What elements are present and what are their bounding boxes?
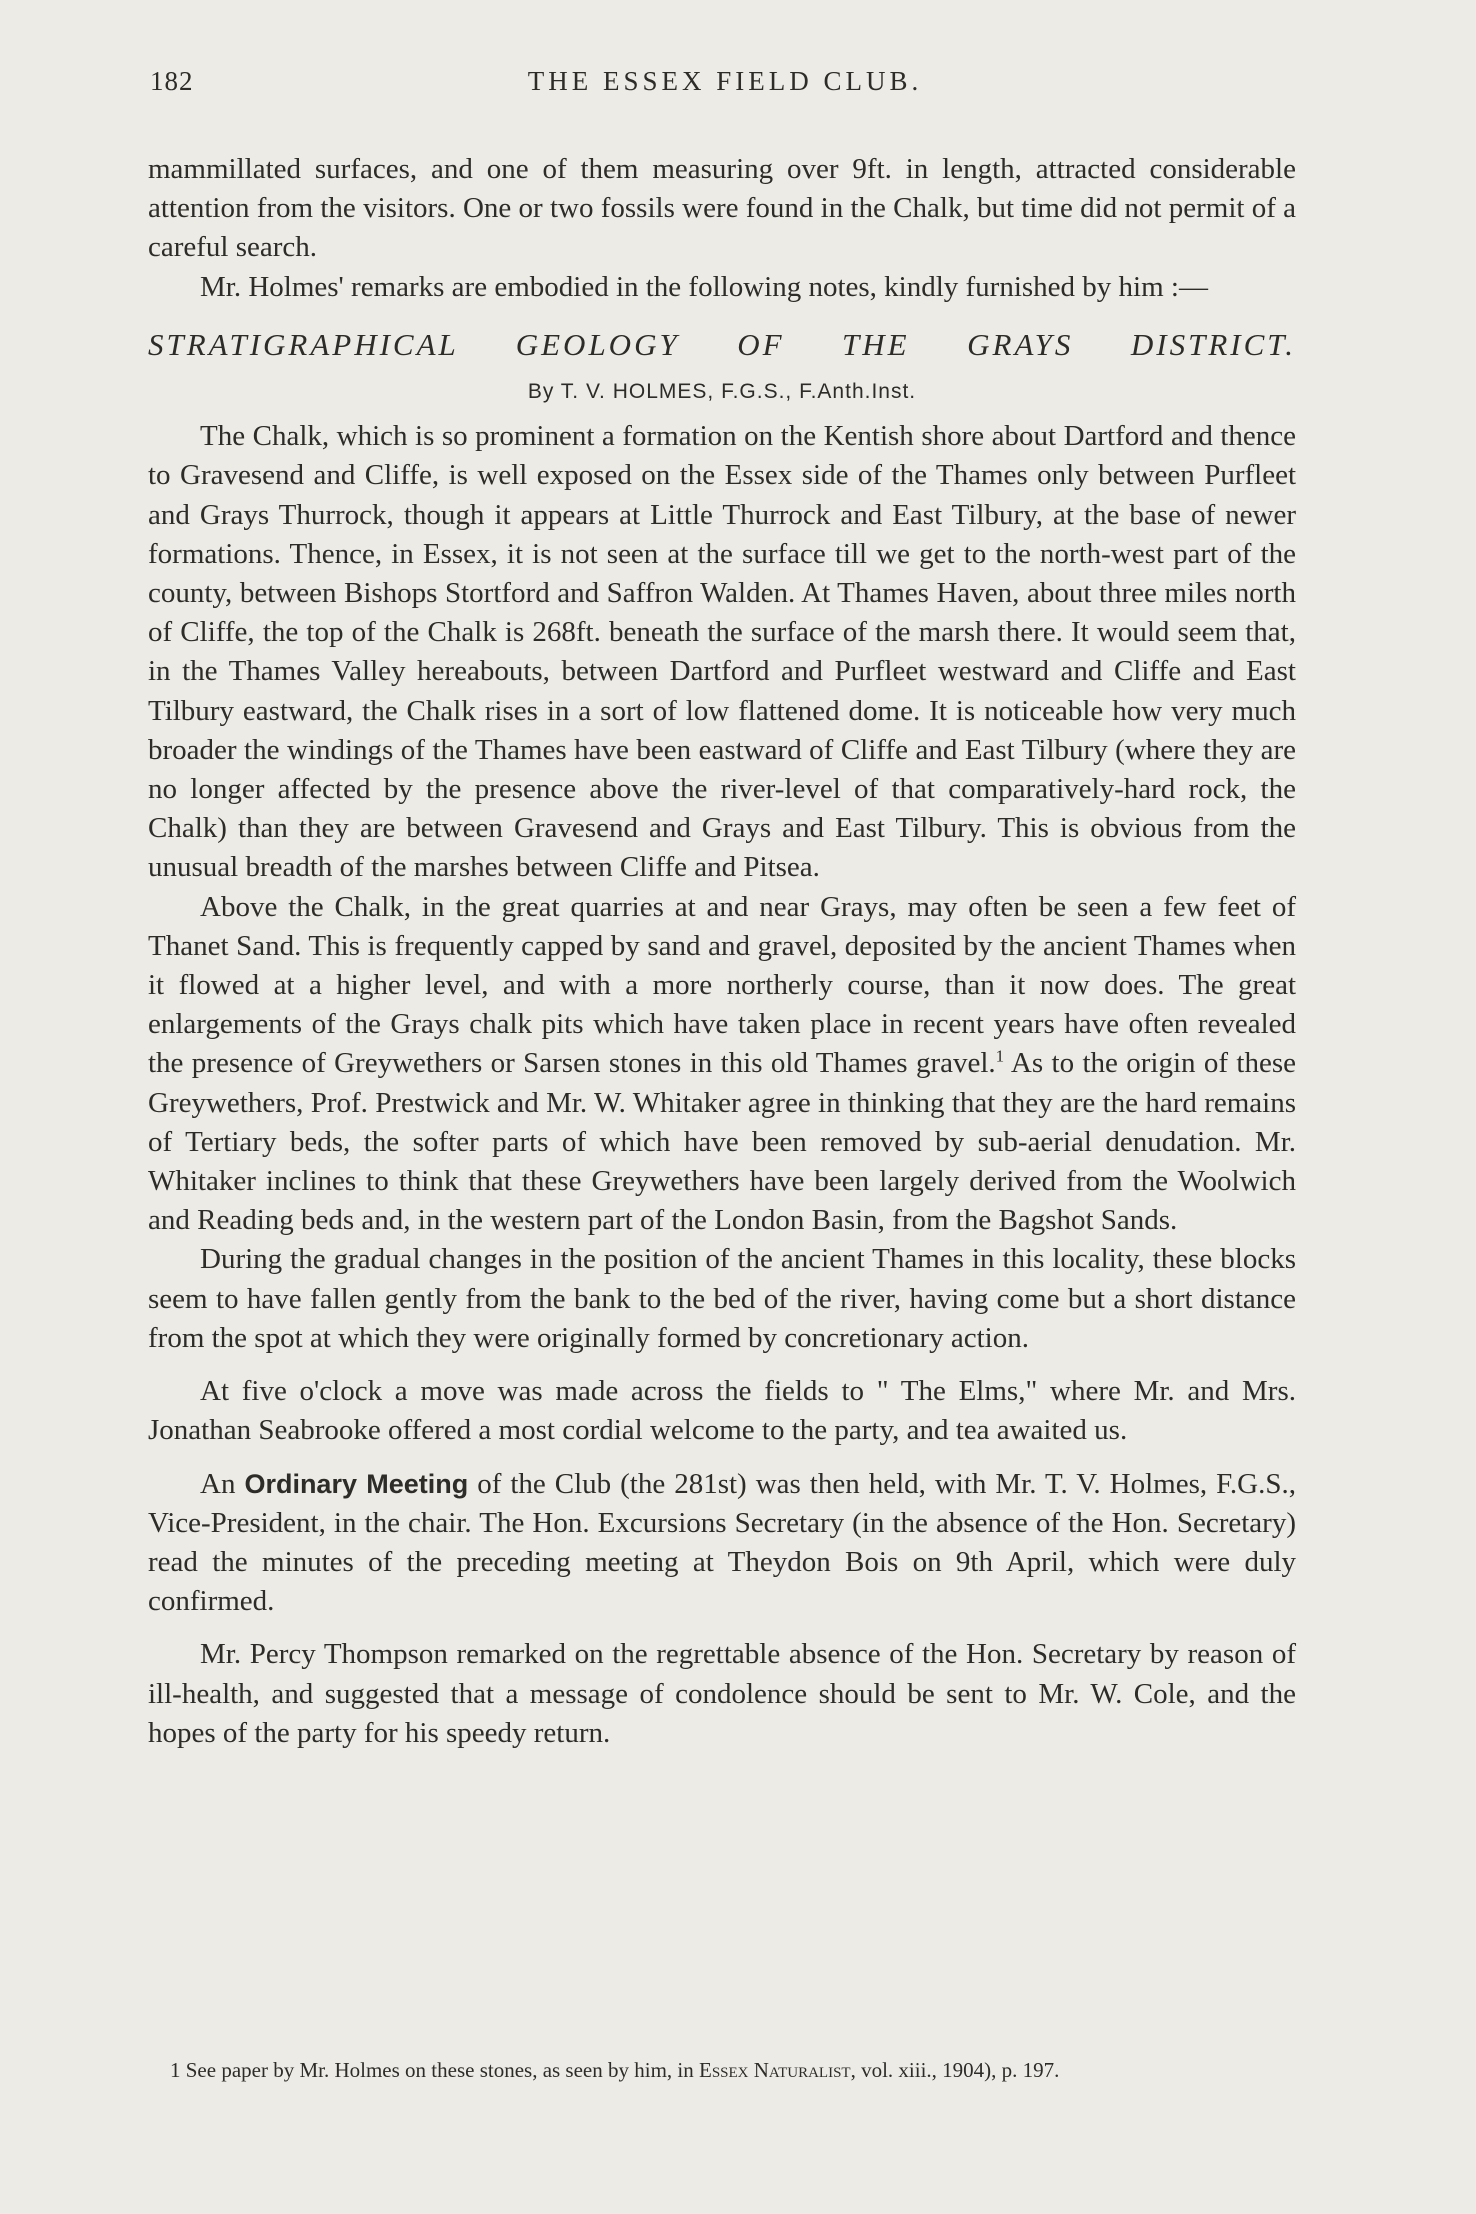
paragraph-holmes-remarks: Mr. Holmes' remarks are embodied in the following notes, kindly furnished by him :—: [200, 270, 1208, 303]
grays-text-before: Above the Chalk, in the great quarries at and near Grays, may often be seen a few feet of Thanet Sand. This is frequently capped by sand and gravel, deposited by the ancient Thames when it flowed at a higher level, and with a more northerly course, than it now does. The great enlargements of the Grays chalk pits which have taken place in recent years have often revealed the presence of Greywethers or Sarsen stones in this old Thames gravel.: [148, 890, 1296, 1080]
footnote-reference: 1: [995, 1046, 1005, 1066]
page-header: [150, 66, 1300, 110]
meeting-text: of the Club (the 281st) was then held, with Mr. T. V. Holmes, F.G.S., Vice-President, in the chair. The Hon. Excursions Secretary (in the absence of the Hon. Secretary) read the minutes of the preceding meeting at Theydon Bois on 9th April, which were duly confirmed.: [148, 1467, 1296, 1618]
ordinary-meeting-term: Ordinary Meeting: [244, 1468, 469, 1499]
grays-text-after: As to the origin of these Greywethers, Prof. Prestwick and Mr. W. Whitaker agree in thinking that they are the hard remains of Tertiary beds, the softer parts of which have been removed by sub-aerial denudation. Mr. Whitaker inclines to think that these Greywethers have been largely derived from the Woolwich and Reading beds and, in the western part of the London Basin, from the Bagshot Sands.: [148, 1047, 1296, 1237]
footnote-text-after: , vol. xiii., 1904), p. 197.: [850, 2058, 1060, 2082]
paragraph-continuation: mammillated surfaces, and one of them measuring over 9ft. in length, attracted considerable attention from the visitors. One or two fossils were found in the Chalk, but time did not permit of a careful search.: [148, 153, 1296, 264]
paragraph-grays-quarries: [148, 888, 1296, 1241]
paragraph-the-elms: At five o'clock a move was made across the fields to " The Elms," where Mr. and Mrs. Jonathan Seabrooke offered a most cordial welcome to the party, and tea awaited us.: [148, 1375, 1296, 1447]
footnote-text-before: See paper by Mr. Holmes on these stones, as seen by him, in: [180, 2058, 699, 2082]
section-heading: STRATIGRAPHICAL GEOLOGY OF THE GRAYS DISTRICT.: [148, 326, 1296, 362]
page-number: 182: [150, 66, 194, 96]
footnote-journal: Essex Naturalist: [699, 2058, 851, 2082]
paragraph-ancient-thames: During the gradual changes in the position of the ancient Thames in this locality, these blocks seem to have fallen gently from the bank to the bed of the river, having come but a short distance from the spot at which they were originally formed by concretionary action.: [148, 1243, 1296, 1354]
paragraph-ordinary-meeting: [148, 1465, 1296, 1622]
footnote: [170, 2056, 1286, 2085]
section-byline: By T. V. HOLMES, F.G.S., F.Anth.Inst.: [527, 380, 917, 404]
paragraph-percy-thompson: Mr. Percy Thompson remarked on the regrettable absence of the Hon. Secretary by reason of ill-health, and suggested that a message of condolence should be sent to Mr. W. Cole, and the hopes of the party for his speedy return.: [148, 1638, 1296, 1749]
body-text: [148, 150, 1296, 1753]
running-title: THE ESSEX FIELD CLUB.: [527, 66, 923, 96]
paragraph-chalk: The Chalk, which is so prominent a formation on the Kentish shore about Dartford and thence to Gravesend and Cliffe, is well exposed on the Essex side of the Thames only between Purfleet and Grays Thurrock, though it appears at Little Thurrock and East Tilbury, at the base of newer formations. Thence, in Essex, it is not seen at the surface till we get to the north-west part of the county, between Bishops Stortford and Saffron Walden. At Thames Haven, about three miles north of Cliffe, the top of the Chalk is 268ft. beneath the surface of the marsh there. It would seem that, in the Thames Valley hereabouts, between Dartford and Purfleet westward and Cliffe and East Tilbury eastward, the Chalk rises in a sort of low flattened dome. It is noticeable how very much broader the windings of the Thames have been eastward of Cliffe and East Tilbury (where they are no longer affected by the presence above the river-level of that comparatively-hard rock, the Chalk) than they are between Gravesend and Grays and East Tilbury. This is obvious from the unusual breadth of the marshes between Cliffe and Pitsea.: [148, 420, 1296, 884]
meeting-lead: An: [200, 1467, 245, 1500]
footnote-marker: 1: [170, 2058, 181, 2082]
